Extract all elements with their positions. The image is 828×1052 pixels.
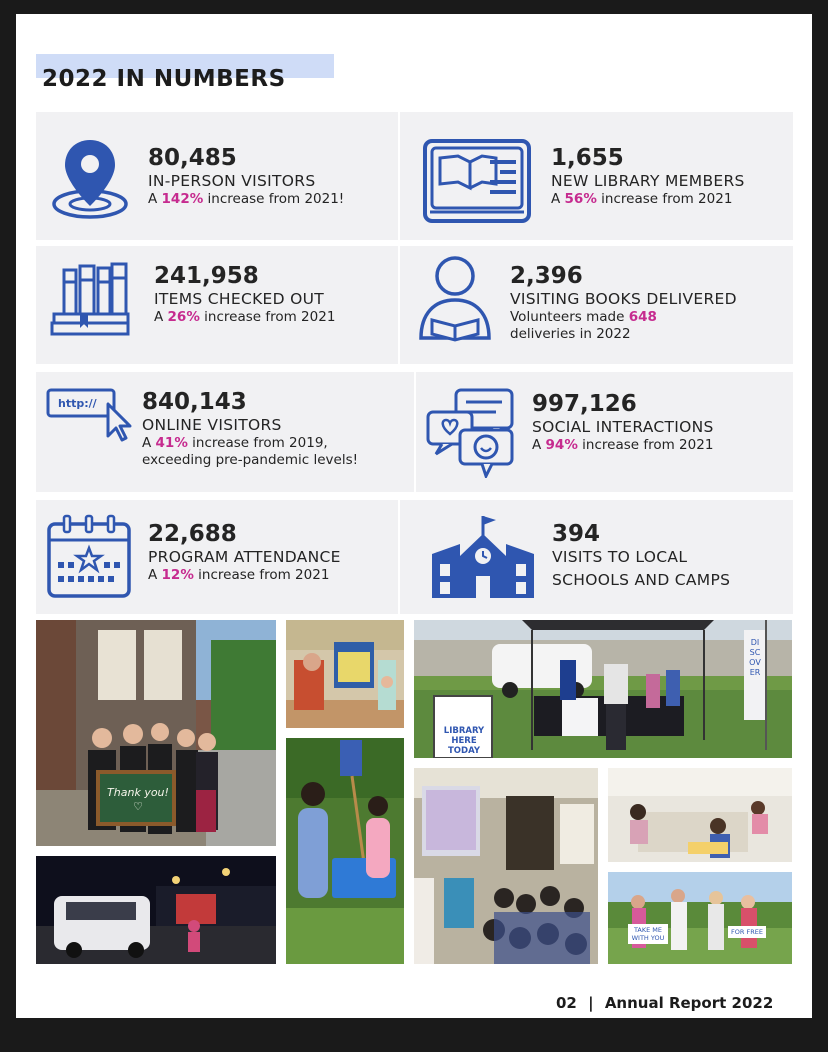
- calendar-icon: [46, 514, 132, 600]
- stat-description-line2: exceeding pre-pandemic levels!: [142, 452, 359, 468]
- stat-description: Volunteers made 648: [510, 309, 657, 325]
- photo-staff-thank-you: [36, 620, 276, 846]
- stat-school-visits: [552, 520, 730, 590]
- stat-label: IN-PERSON VISITORS: [148, 172, 316, 190]
- stat-number: 80,485: [148, 145, 237, 171]
- report-page: [16, 14, 812, 1018]
- stat-description: A 12% increase from 2021: [148, 567, 330, 583]
- photo-kids-crafts: [608, 768, 792, 862]
- stat-program-attendance: [148, 520, 341, 584]
- library-card-icon: [422, 138, 532, 224]
- stat-description: A 142% increase from 2021!: [148, 191, 345, 207]
- page-title: 2022 IN NUMBERS: [42, 66, 286, 92]
- report-title: Annual Report 2022: [604, 994, 774, 1012]
- stat-number: 22,688: [148, 521, 237, 547]
- stat-in-person-visitors: [148, 144, 344, 208]
- stat-description: A 94% increase from 2021: [532, 437, 714, 453]
- photo-library-here-today: [414, 620, 792, 758]
- photo-take-me-with-you: [608, 872, 792, 964]
- stat-label: ONLINE VISITORS: [142, 416, 282, 434]
- page-number: 02: [556, 994, 577, 1012]
- stat-label: VISITING BOOKS DELIVERED: [510, 290, 737, 308]
- photo-night-parade: [36, 856, 276, 964]
- library-here-today-sign: LIBRARY HERE TODAY: [443, 726, 485, 756]
- page-footer: [556, 994, 773, 1012]
- stat-items-checked-out: [154, 262, 335, 326]
- stat-number: 2,396: [510, 263, 583, 289]
- stat-new-members: [551, 144, 745, 208]
- stat-label: VISITS TO LOCAL: [552, 548, 688, 566]
- stat-number: 997,126: [532, 391, 637, 417]
- photo-library-storytime: [286, 620, 404, 728]
- stat-number: 1,655: [551, 145, 624, 171]
- chat-bubbles-icon: [426, 386, 518, 478]
- stat-label-line2: SCHOOLS AND CAMPS: [552, 571, 731, 589]
- stat-label: NEW LIBRARY MEMBERS: [551, 172, 745, 190]
- stat-online-visitors: [142, 388, 358, 469]
- photo-classroom-visit: [414, 768, 598, 964]
- school-icon: [428, 514, 538, 600]
- stat-description: A 41% increase from 2019,: [142, 435, 328, 451]
- chalkboard-text: Thank you! ♡: [107, 786, 169, 813]
- stat-number: 840,143: [142, 389, 247, 415]
- stat-label: PROGRAM ATTENDANCE: [148, 548, 341, 566]
- sign-for-free: FOR FREE: [728, 926, 766, 938]
- sign-take-me-with-you: TAKE ME WITH YOU: [628, 924, 668, 944]
- location-pin-icon: [50, 136, 130, 222]
- reader-icon: [416, 254, 494, 344]
- stat-description: A 56% increase from 2021: [551, 191, 733, 207]
- footer-divider: |: [588, 994, 594, 1012]
- stat-visiting-books: [510, 262, 737, 343]
- url-text: http://: [58, 397, 97, 410]
- stat-label: ITEMS CHECKED OUT: [154, 290, 324, 308]
- books-stack-icon: [50, 262, 132, 340]
- stat-social-interactions: [532, 390, 714, 454]
- url-cursor-icon: [46, 386, 134, 442]
- stat-description-line2: deliveries in 2022: [510, 326, 631, 342]
- photo-kids-painting: [286, 738, 404, 964]
- stat-number: 394: [552, 521, 601, 547]
- stat-description: A 26% increase from 2021: [154, 309, 336, 325]
- discover-banner: DISCOVER: [749, 638, 761, 677]
- stat-number: 241,958: [154, 263, 259, 289]
- stat-label: SOCIAL INTERACTIONS: [532, 418, 714, 436]
